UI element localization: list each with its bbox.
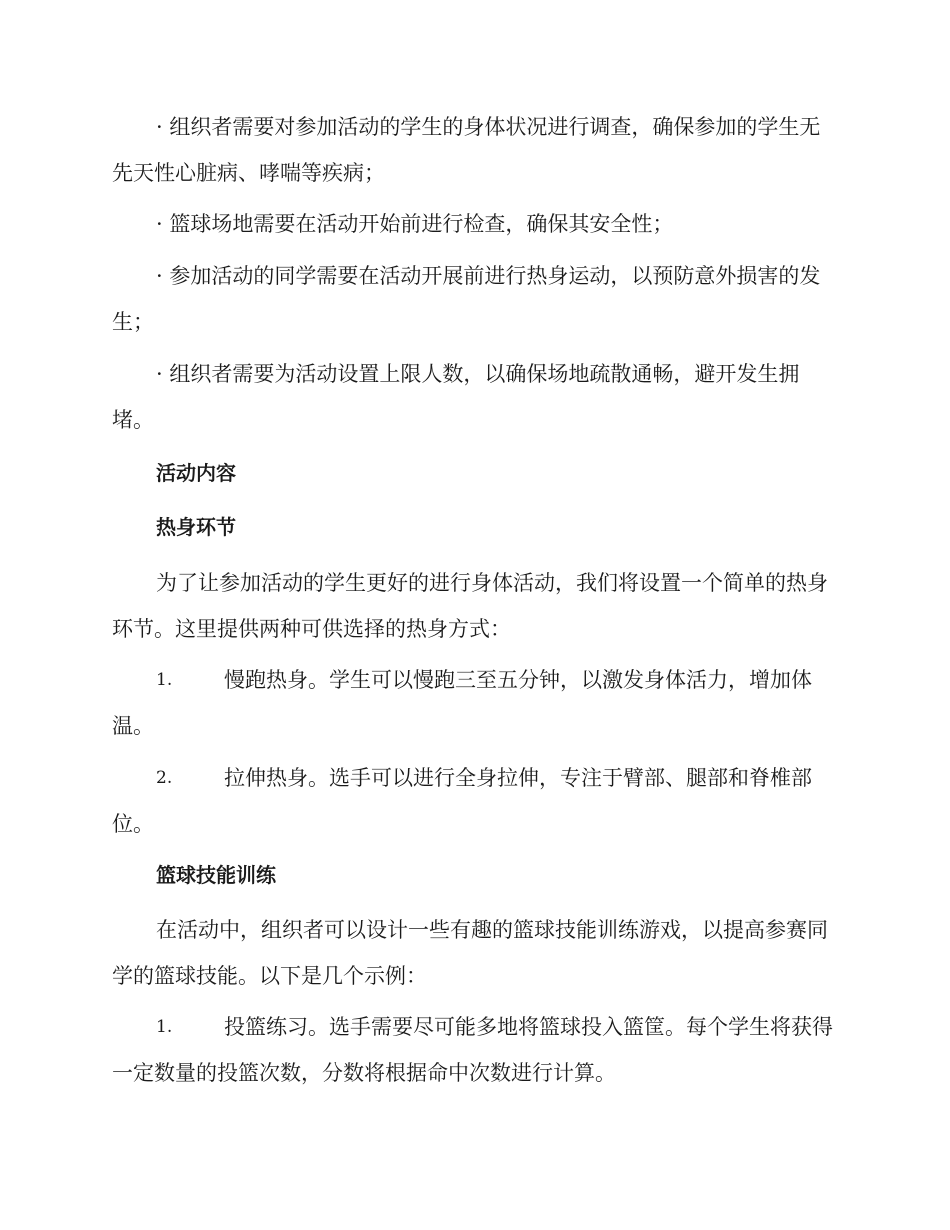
list-text: 投篮练习。选手需要尽可能多地将篮球投入篮筐。每个学生将获得一定数量的投篮次数，分数将根据命中次数进行计算。 (112, 1015, 833, 1085)
bullet-paragraph: · 组织者需要对参加活动的学生的身体状况进行调查，确保参加的学生无先天性心脏病、哮喘等疾病； (112, 115, 821, 185)
list-item (112, 755, 834, 847)
subsection-heading: 篮球技能训练 (156, 863, 276, 887)
bullet-paragraph: · 篮球场地需要在活动开始前进行检查，确保其安全性； (156, 212, 674, 236)
list-text: 拉伸热身。选手可以进行全身拉伸，专注于臂部、腿部和脊椎部位。 (112, 766, 812, 836)
bullet-paragraph: · 参加活动的同学需要在活动开展前进行热身运动，以预防意外损害的发生； (112, 264, 821, 334)
section-heading: 活动内容 (156, 461, 236, 485)
list-number: 2. (156, 768, 173, 788)
bullet-paragraph: · 组织者需要为活动设置上限人数，以确保场地疏散通畅，避开发生拥堵。 (112, 362, 800, 432)
list-item (112, 1004, 834, 1096)
list-number: 1. (156, 1017, 173, 1037)
list-number: 1. (156, 670, 173, 690)
paragraph: 为了让参加活动的学生更好的进行身体活动，我们将设置一个简单的热身环节。这里提供两种可供选择的热身方式： (112, 571, 828, 641)
subsection-heading: 热身环节 (156, 515, 236, 539)
paragraph: 在活动中，组织者可以设计一些有趣的篮球技能训练游戏，以提高参赛同学的篮球技能。以下是几个示例： (112, 918, 828, 988)
list-text: 慢跑热身。学生可以慢跑三至五分钟，以激发身体活力，增加体温。 (112, 668, 812, 738)
list-item (112, 657, 834, 749)
